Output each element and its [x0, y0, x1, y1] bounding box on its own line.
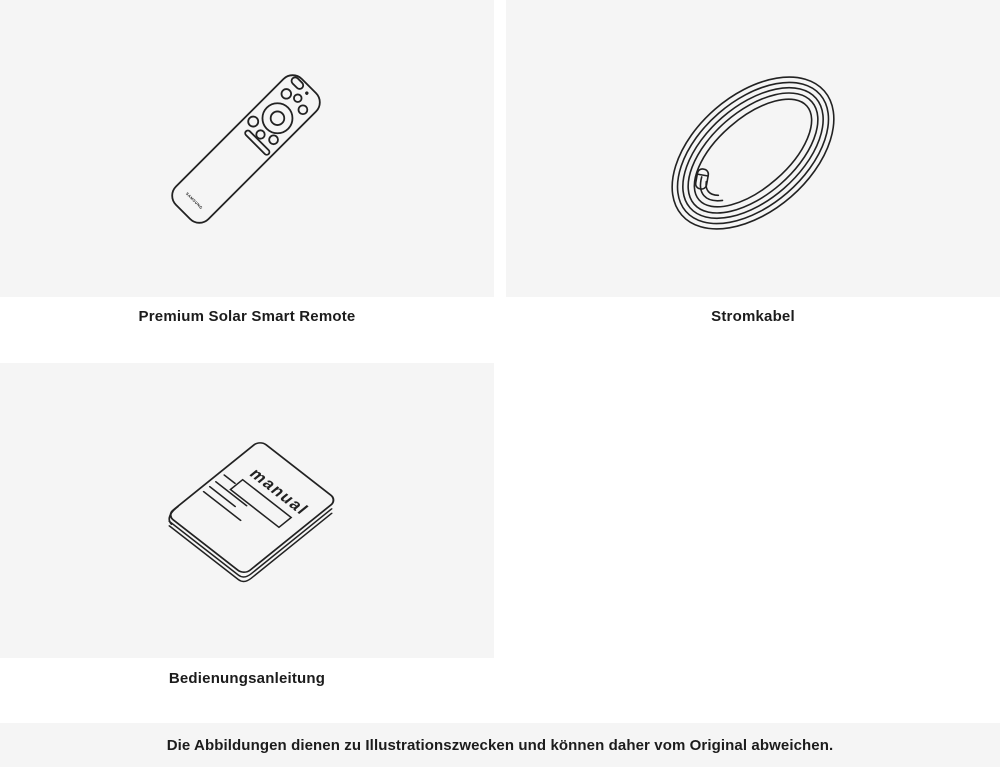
power-cable-illustration [506, 0, 1000, 297]
remote-panel [0, 0, 494, 297]
accessory-item-remote [0, 0, 494, 363]
cable-loop-outer [644, 47, 863, 259]
power-button [290, 76, 305, 91]
disclaimer-bar [0, 723, 1000, 767]
cover-text-line [224, 475, 235, 483]
accessory-caption-power-cable: Stromkabel [711, 308, 795, 325]
mic-dot [304, 91, 309, 96]
remote-illustration [0, 0, 494, 297]
accessory-item-power-cable [506, 0, 1000, 363]
remote-body [167, 70, 325, 228]
dpad-center [268, 109, 287, 128]
accessory-item-manual [0, 363, 494, 723]
cover-text-line [216, 482, 247, 506]
button-play [267, 134, 279, 146]
button-mic [297, 104, 309, 116]
disclaimer-text: Die Abbildungen dienen zu Illustrationszwecken und können daher vom Original abweichen. [166, 736, 834, 754]
accessory-caption-remote: Premium Solar Smart Remote [138, 308, 356, 325]
empty-grid-cell [506, 363, 1000, 723]
accessory-caption-manual: Bedienungsanleitung [168, 670, 326, 687]
cable-end-arc [694, 97, 813, 208]
manual-panel [0, 363, 494, 658]
button-123 [280, 87, 294, 101]
manual-illustration [0, 363, 494, 658]
dpad-ring [256, 97, 298, 139]
manual-cover [167, 440, 337, 575]
button-color [292, 93, 303, 104]
page-stack [169, 451, 331, 580]
power-cable-panel [506, 0, 1000, 297]
button-back [246, 114, 260, 128]
remote-brand-text: SAMSUNG [184, 191, 204, 211]
manual-cover-text: manual [245, 465, 313, 519]
